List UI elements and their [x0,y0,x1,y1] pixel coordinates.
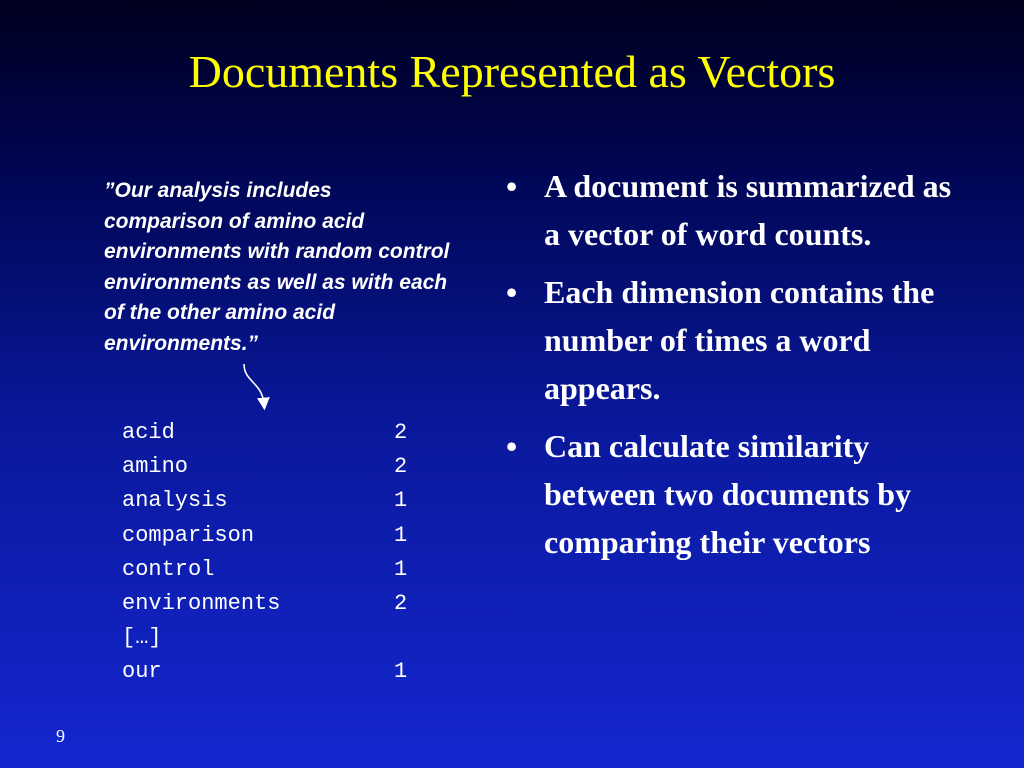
count-cell: 2 [394,420,408,445]
slide-number: 9 [56,726,65,746]
count-cell [394,621,424,655]
count-cell: 2 [394,591,408,617]
bullet-list [506,162,966,576]
quote-text: ”Our analysis includes comparison of amino acid environments with random control environments as well as with each of the other amino acid environments.” [104,179,450,355]
bullet-item [506,162,966,258]
table-row [122,450,424,484]
table-row [122,519,424,553]
bullet-icon: • [506,428,518,464]
table-row [122,621,424,655]
table-row [122,553,424,587]
count-cell: 2 [394,454,408,480]
word-cell: environments [122,591,281,617]
count-cell: 1 [394,659,408,685]
bullet-icon: • [506,168,518,204]
bullet-text: A document is summarized as a vector of word counts. [544,168,952,252]
bullet-text: Can calculate similarity between two documents by comparing their vectors [544,428,912,560]
table-row [122,416,424,450]
count-cell: 1 [394,522,408,548]
slide-title: Documents Represented as Vectors [188,46,836,97]
word-cell: […] [122,625,162,651]
word-cell: comparison [122,522,255,548]
word-count-table [122,416,424,690]
bullet-item [506,422,966,566]
bullet-icon: • [506,274,518,310]
table-row [122,484,424,518]
word-cell: control [122,556,215,582]
table-row [122,587,424,621]
count-cell: 1 [394,488,408,514]
word-cell: amino [122,454,189,480]
count-cell: 1 [394,556,408,582]
word-cell: our [122,659,162,685]
word-cell: acid [122,420,175,445]
curved-arrow-icon [236,362,276,414]
bullet-text: Each dimension contains the number of times a word appears. [544,274,935,406]
table-row [122,655,424,689]
word-cell: analysis [122,488,228,514]
bullet-item [506,268,966,412]
